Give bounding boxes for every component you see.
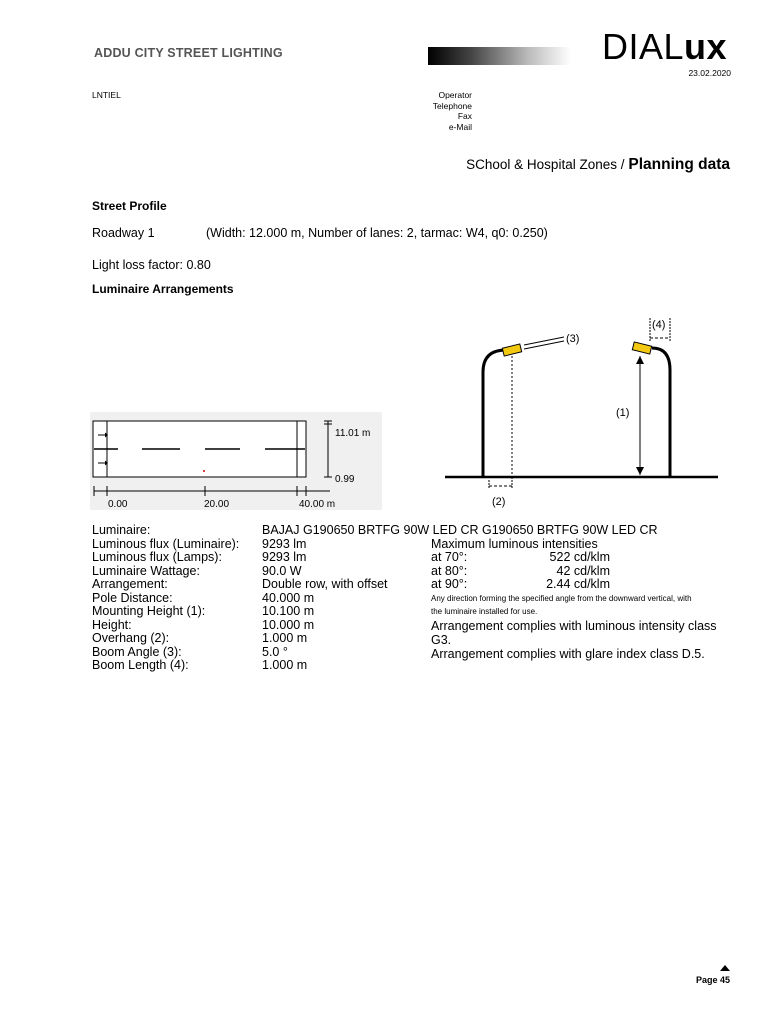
- scale-tick-0: 0.00: [108, 499, 128, 510]
- light-loss-factor: Light loss factor: 0.80: [92, 258, 211, 272]
- report-date: 23.02.2020: [688, 68, 731, 78]
- intensity-angle-70: at 70°:: [431, 550, 468, 564]
- logo-bold-text: ux: [684, 26, 728, 67]
- compliance-glare: Arrangement complies with glare index class D.5.: [431, 647, 705, 661]
- intensity-angle-80: at 80°:: [431, 564, 468, 578]
- contact-operator: Operator: [438, 90, 472, 100]
- contact-email: e-Mail: [448, 121, 472, 132]
- right-pole: [652, 348, 670, 477]
- left-luminaire: [502, 344, 521, 356]
- param-value: 90.0 W: [262, 563, 302, 578]
- contact-telephone: Telephone: [432, 100, 472, 111]
- param-value: 10.000 m: [262, 617, 315, 632]
- page-title: [466, 156, 730, 174]
- logo-light-text: DIAL: [602, 26, 685, 67]
- compliance-intensity-line2: G3.: [431, 633, 452, 647]
- dialux-logo: [602, 27, 727, 67]
- boom-length-label: (4): [652, 319, 666, 331]
- intensities-heading: Maximum luminous intensities: [431, 537, 598, 551]
- param-value: 5.0 °: [262, 644, 288, 659]
- contact-fax: Fax: [457, 111, 472, 121]
- param-value: 1.000 m: [262, 658, 308, 672]
- param-label: Luminaire:: [92, 523, 151, 537]
- page-number: Page 45: [695, 975, 730, 985]
- intensity-angle-90: at 90°:: [431, 577, 468, 591]
- intensity-value-90: 2.44 cd/klm: [546, 577, 610, 591]
- bottom-dimension-label: 0.99: [335, 474, 355, 485]
- street-profile-heading: Street Profile: [92, 199, 167, 213]
- param-label: Arrangement:: [92, 577, 168, 591]
- intensity-value-80: 42 cd/klm: [556, 564, 610, 578]
- page-title-zone: SChool & Hospital Zones /: [466, 157, 625, 172]
- param-label: Pole Distance:: [92, 590, 173, 605]
- roadway-details: (Width: 12.000 m, Number of lanes: 2, tarmac: W4, q0: 0.250): [206, 226, 548, 240]
- road-plan-diagram: [90, 412, 390, 512]
- boom-angle-line-a: [524, 337, 564, 345]
- param-value: 9293 lm: [262, 550, 307, 564]
- project-title: ADDU CITY STREET LIGHTING: [94, 46, 283, 60]
- page-title-main: Planning data: [628, 156, 730, 173]
- contact-labels: [380, 90, 472, 132]
- boom-angle-label: (3): [566, 333, 580, 345]
- param-value-luminaire: BAJAJ G190650 BRTFG 90W LED CR G190650 BRTFG 90W LED CR: [262, 523, 658, 537]
- roadway-label: Roadway 1: [92, 226, 155, 240]
- boom-angle-line-b: [524, 341, 564, 349]
- param-label: Luminous flux (Lamps):: [92, 550, 222, 564]
- intensity-note-line1: Any direction forming the specified angle from the downward vertical, with: [431, 594, 692, 603]
- param-value: 40.000 m: [262, 590, 315, 605]
- top-dimension-label: 11.01 m: [335, 428, 371, 439]
- overhang-label: (2): [492, 496, 506, 508]
- compliance-intensity-line1: Arrangement complies with luminous intensity class: [431, 619, 717, 633]
- page-up-icon: [720, 965, 730, 971]
- intensity-value-70: 522 cd/klm: [549, 550, 610, 564]
- parameter-labels: [92, 524, 239, 673]
- param-label: Luminous flux (Luminaire):: [92, 536, 240, 551]
- param-value: 9293 lm: [262, 536, 307, 551]
- calculation-point: [203, 470, 205, 472]
- param-value: 1.000 m: [262, 631, 308, 645]
- mounting-height-label: (1): [616, 407, 630, 419]
- scale-tick-20: 20.00: [204, 499, 230, 510]
- header-gradient-bar: [428, 47, 571, 65]
- param-label: Boom Length (4):: [92, 658, 189, 672]
- left-pole: [483, 350, 506, 477]
- intensity-note-line2: the luminaire installed for use.: [431, 607, 538, 616]
- param-label: Mounting Height (1):: [92, 604, 206, 618]
- param-label: Luminaire Wattage:: [92, 563, 200, 578]
- param-value: Double row, with offset: [262, 577, 388, 591]
- param-value: 10.100 m: [262, 604, 315, 618]
- luminaire-arrangements-heading: Luminaire Arrangements: [92, 282, 234, 296]
- param-label: Height:: [92, 617, 132, 632]
- scale-tick-40: 40.00 m: [299, 499, 336, 510]
- pole-elevation-diagram: [440, 310, 730, 520]
- right-luminaire: [632, 342, 651, 354]
- company-name: LNTIEL: [92, 90, 121, 100]
- param-label: Overhang (2):: [92, 631, 170, 645]
- param-label: Boom Angle (3):: [92, 644, 182, 659]
